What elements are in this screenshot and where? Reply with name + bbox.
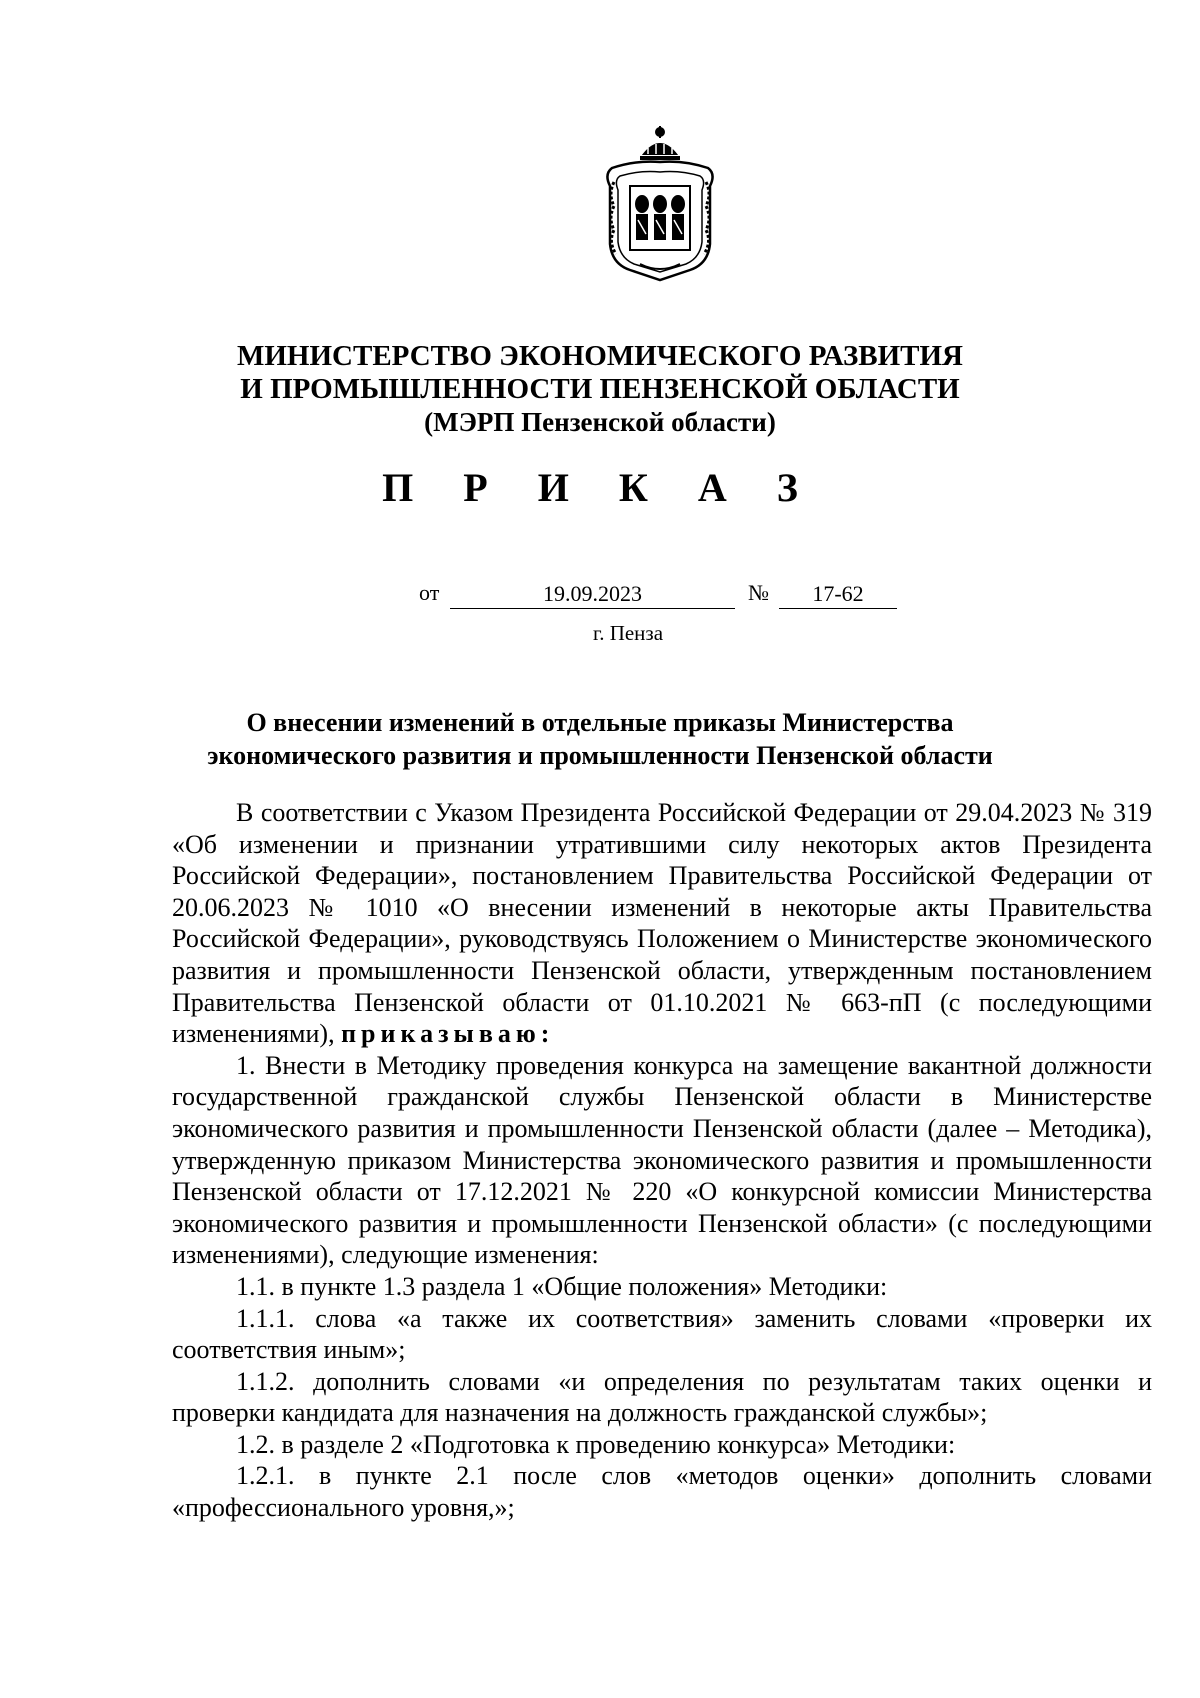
number-label: № — [748, 580, 769, 605]
paragraph-1-1: 1.1. в пункте 1.3 раздела 1 «Общие положения» Методики: — [236, 1271, 888, 1301]
order-details-row — [0, 580, 1200, 616]
order-word: приказываю: — [341, 1019, 555, 1049]
coat-of-arms-emblem — [604, 124, 716, 282]
order-subject — [0, 706, 1200, 772]
paragraph-1-1-1: 1.1.1. слова «а также их соответствия» заменить словами «проверки их соответствия иным»; — [172, 1303, 1152, 1365]
order-body — [172, 797, 1152, 1524]
paragraph-1-1-2: 1.1.2. дополнить словами «и определения по результатам таких оценки и проверки кандидата для назначения на должность гражданской службы»; — [172, 1366, 1152, 1428]
ministry-header — [0, 340, 1200, 439]
preamble-paragraph — [172, 797, 1152, 1050]
paragraph-1-2-1: 1.2.1. в пункте 2.1 после слов «методов оценки» дополнить словами «профессионального уровня,»; — [172, 1461, 1152, 1523]
order-number: 17-62 — [779, 580, 897, 609]
paragraph-1-2: 1.2. в разделе 2 «Подготовка к проведению конкурса» Методики: — [236, 1429, 956, 1459]
ministry-name-line2: И ПРОМЫШЛЕННОСТИ ПЕНЗЕНСКОЙ ОБЛАСТИ — [240, 373, 960, 405]
ministry-abbreviation: (МЭРП Пензенской области) — [424, 407, 776, 437]
subject-line1: О внесении изменений в отдельные приказы Министерства — [246, 708, 954, 737]
document-type-title: П Р И К А З — [382, 465, 818, 510]
city-name: г. Пенза — [592, 621, 664, 645]
date-label: от — [419, 580, 440, 605]
preamble-text: В соответствии с Указом Президента Российской Федерации от 29.04.2023 № 319 «Об изменении и признании утратившими силу некоторых актов Президента Российской Федерации», постановлением Правительства Российской Федерации от 20.06.2023 № 1010 «О внесении изменений в некоторые акты Правительства Российской Федерации», руководствуясь Положением о Министерстве экономического развития и промышленности Пензенской области, утвержденным постановлением Правительства Пензенской области от 01.10.2021 № 663-пП (с последующими изменениями), — [172, 798, 1152, 1049]
order-date: 19.09.2023 — [450, 580, 735, 609]
subject-line2: экономического развития и промышленности Пензенской области — [207, 741, 993, 770]
ministry-name-line1: МИНИСТЕРСТВО ЭКОНОМИЧЕСКОГО РАЗВИТИЯ — [237, 340, 963, 372]
paragraph-1: 1. Внести в Методику проведения конкурса на замещение вакантной должности государственной гражданской службы Пензенской области в Министерстве экономического развития и промышленности Пензенской области (далее – Методика), утвержденную приказом Министерства экономического развития и промышленности Пензенской области от 17.12.2021 № 220 «О конкурсной комиссии Министерства экономического развития и промышленности Пензенской области» (с последующими изменениями), следующие изменения: — [172, 1050, 1152, 1270]
